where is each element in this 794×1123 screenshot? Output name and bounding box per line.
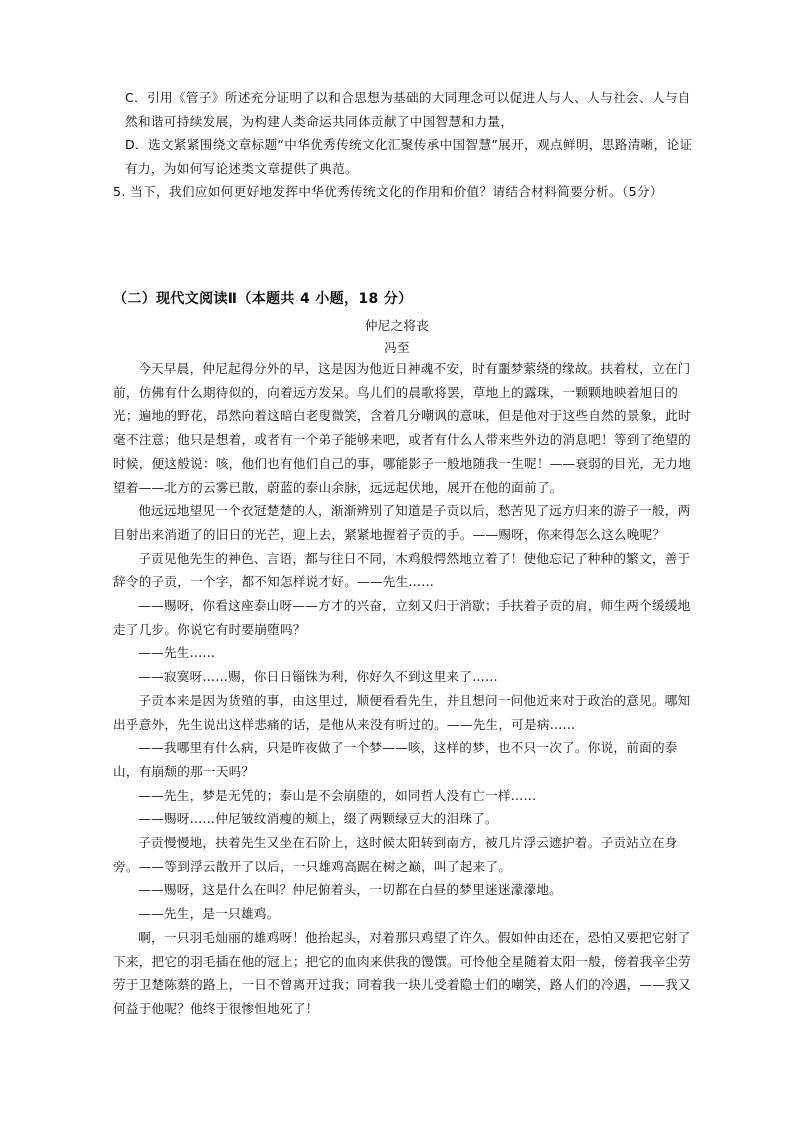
essay-paragraph: 他远远地望见一个衣冠楚楚的人，渐渐辨别了知道是子贡以后，愁苦见了远方归来的游子一般，两目射出来消逝了的旧日的光芒，迎上去，紧紧地握着子贡的手。——赐呀，你来得怎么这么晚呢？ xyxy=(113,503,691,542)
essay-paragraph: 子贡本来是因为货殖的事，由这里过，顺便看看先生，并且想问一问他近来对于政治的意见。哪知出乎意外，先生说出这样悲痛的话，是他从来没有听过的。——先生，可是病…… xyxy=(113,692,691,732)
essay-paragraph: ——赐呀，你看这座泰山呀——方才的兴奋，立刻又归于消歇；手扶着子贡的肩，师生两个缓缓地走了几步。你说它有时要崩堕吗？ xyxy=(113,598,691,637)
essay-author: 冯至 xyxy=(384,340,410,355)
essay-paragraph: 啊，一只羽毛灿丽的雄鸡呀！他抬起头，对着那只鸡望了许久。假如仲由还在，恐怕又要把它射了下来，把它的羽毛插在他的冠上；把它的血肉来供我的馒馔。可怜他全星随着太阳一般，傍着我辛尘劳劳于卫楚陈蔡的路上，一日不曾离开过我；同着我一块儿受着隐士们的嘲笑，路人们的冷遇，——我又何益于他呢？他终于很惨怛地死了！ xyxy=(113,929,691,1016)
essay-paragraph: ——先生，梦是无凭的；泰山是不会崩堕的，如同哲人没有亡一样…… xyxy=(138,787,537,803)
essay-body xyxy=(113,357,699,1021)
option-d: D．选文紧紧围绕文章标题“中华优秀传统文化汇聚传承中国智慧”展开，观点鲜明，思路清晰，论证有力，为如何写论述类文章提供了典范。 xyxy=(125,137,693,176)
section-title: （二）现代文阅读Ⅱ（本题共 4 小题，18 分） xyxy=(113,291,413,307)
essay-title: 仲尼之将丧 xyxy=(364,318,430,333)
essay-paragraph: ——赐呀……仲尼皱纹消瘦的颊上，缀了两颗绿豆大的泪珠了。 xyxy=(138,811,498,827)
essay-paragraph: 子贡见他先生的神色、言语，都与往日不同，木鸡般愕然地立着了！使他忘记了种种的繁文，善于辞令的子贡，一个字，都不知怎样说才好。——先生…… xyxy=(113,550,691,590)
essay-paragraph: ——寂寞呀……赐，你日日锱铢为利，你好久不到这里来了…… xyxy=(138,669,498,685)
essay-paragraph: 今天早晨，仲尼起得分外的早，这是因为他近日神魂不安，时有噩梦萦绕的缘故。扶着杖，立在门前，仿佛有什么期待似的，向着远方发呆。鸟儿们的晨歌将罢，草地上的露珠，一颗颗地映着旭日的光；遍地的野花，昂然向着这暗白老叟微笑，含着几分嘲讽的意味，但是他对于这些自然的景象，此时毫不注意；他只是想着，或者有一个弟子能够来吧，或者有什么人带来些外边的消息吧！等到了绝望的时候，便这般说：咳，他们也有他们自己的事，哪能影子一般地随我一生呢！——衰弱的目光，无力地望着——北方的云雾已散，蔚蓝的泰山余脉，远远起伏地，展开在他的面前了。 xyxy=(113,361,691,495)
essay-paragraph: 子贡慢慢地，扶着先生又坐在石阶上，这时候太阳转到南方，被几片浮云遮护着。子贡站立在身旁。——等到浮云散开了以后，一只雄鸡高踞在树之巅，叫了起来了。 xyxy=(113,835,678,874)
answer-options xyxy=(113,86,699,204)
option-c: C．引用《管子》所述充分证明了以和合思想为基础的大同理念可以促进人与人、人与社会、人与自然和谐可持续发展，为构建人类命运共同体贡献了中国智慧和力量， xyxy=(125,90,691,129)
essay-paragraph: ——先生，是一只雄鸡。 xyxy=(138,906,280,922)
essay-paragraph: ——先生…… xyxy=(138,645,216,661)
question-5: 5. 当下，我们应如何更好地发挥中华优秀传统文化的作用和价值？请结合材料简要分析。（5分） xyxy=(113,184,663,199)
essay-paragraph: ——赐呀，这是什么在叫？仲尼俯着头，一切都在白昼的梦里迷迷濛濛地。 xyxy=(138,882,563,898)
essay-paragraph: ——我哪里有什么病，只是昨夜做了一个梦——咳，这样的梦，也不只一次了。你说，前面的泰山，有崩颓的那一天吗？ xyxy=(113,740,678,779)
